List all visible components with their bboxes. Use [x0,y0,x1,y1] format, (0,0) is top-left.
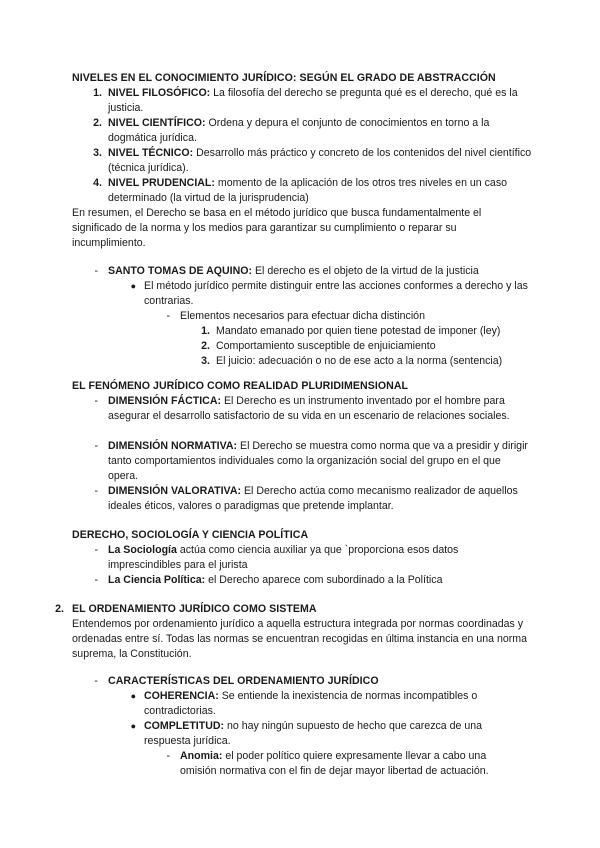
anomia-item: - Anomia: el poder político quiere expresamente llevar a cabo una omisión normativa con el fin de dejar mayor libertad de actuación. [166,750,489,777]
section-title-derecho: DERECHO, SOCIOLOGÍA Y CIENCIA POLÍTICA [72,529,309,541]
list-item: - DIMENSIÓN VALORATIVA: El Derecho actúa como mecanismo realizador de aquellos ideales éticos, valores o paradigmas que pretende implantar. [94,485,518,512]
ordenamiento-paragraph: Entendemos por ordenamiento jurídico a aquella estructura integrada por normas coordinadas y ordenadas entre sí. Todas las normas se encuentran recogidas en última instancia en una norma suprema, la Constitución. [72,618,528,660]
section-title-ordenamiento: 2. EL ORDENAMIENTO JURÍDICO COMO SISTEMA [55,603,317,615]
list-item: 2. Comportamiento susceptible de enjuiciamiento [201,340,436,352]
summary-paragraph: En resumen, el Derecho se basa en el método jurídico que busca fundamentalmente el significado de la norma y los medios para garantizar su cumplimiento o reparar su incumplimiento. [72,207,482,249]
list-item: - La Ciencia Política: el Derecho aparece com subordinado a la Política [94,574,443,586]
caracteristicas-heading: - CARACTERÍSTICAS DEL ORDENAMIENTO JURÍDICO [94,675,379,687]
aquino-bullet: ● El método jurídico permite distinguir entre las acciones conformes a derecho y las contrarias. [130,280,528,307]
list-item: - La Sociología actúa como ciencia auxiliar ya que `proporciona esos datos imprescindibles para el jurista [94,544,459,571]
list-item: 1. NIVEL FILOSÓFICO: La filosofía del derecho se pregunta qué es el derecho, qué es la justicia. [93,87,518,114]
section-title-fenomeno: EL FENÓMENO JURÍDICO COMO REALIDAD PLURIDIMENSIONAL [72,380,409,392]
section-title-niveles: NIVELES EN EL CONOCIMIENTO JURÍDICO: SEGÚN EL GRADO DE ABSTRACCIÓN [72,72,496,84]
list-item: ● COMPLETITUD: no hay ningún supuesto de hecho que carezca de una respuesta jurídica. [130,720,483,747]
list-item: 3. NIVEL TÉCNICO: Desarrollo más práctico y concreto de los contenidos del nivel científico (técnica jurídica). [93,147,532,174]
elementos-item: - Elementos necesarios para efectuar dicha distinción [166,310,425,322]
list-item: ● COHERENCIA: Se entiende la inexistencia de normas incompatibles o contradictorias. [130,690,478,717]
list-item: - DIMENSIÓN NORMATIVA: El Derecho se muestra como norma que va a presidir y dirigir tanto comportamientos individuales como la organización social del grupo en el que opera. [94,440,528,482]
list-item: 1. Mandato emanado por quien tiene potestad de imponer (ley) [201,325,501,337]
list-item: 3. El juicio: adecuación o no de ese acto a la norma (sentencia) [201,355,503,367]
list-item: - DIMENSIÓN FÁCTICA: El Derecho es un instrumento inventado por el hombre para asegurar el desarrollo satisfactorio de su vida en un escenario de relaciones sociales. [94,395,510,422]
list-item: 4. NIVEL PRUDENCIAL: momento de la aplicación de los otros tres niveles en un caso determinado (la virtud de la jurisprudencia) [93,177,508,204]
aquino-item: - SANTO TOMAS DE AQUINO: El derecho es el objeto de la virtud de la justicia [94,265,479,277]
list-item: 2. NIVEL CIENTÍFICO: Ordena y depura el conjunto de conocimientos en torno a la dogmática jurídica. [93,117,490,144]
